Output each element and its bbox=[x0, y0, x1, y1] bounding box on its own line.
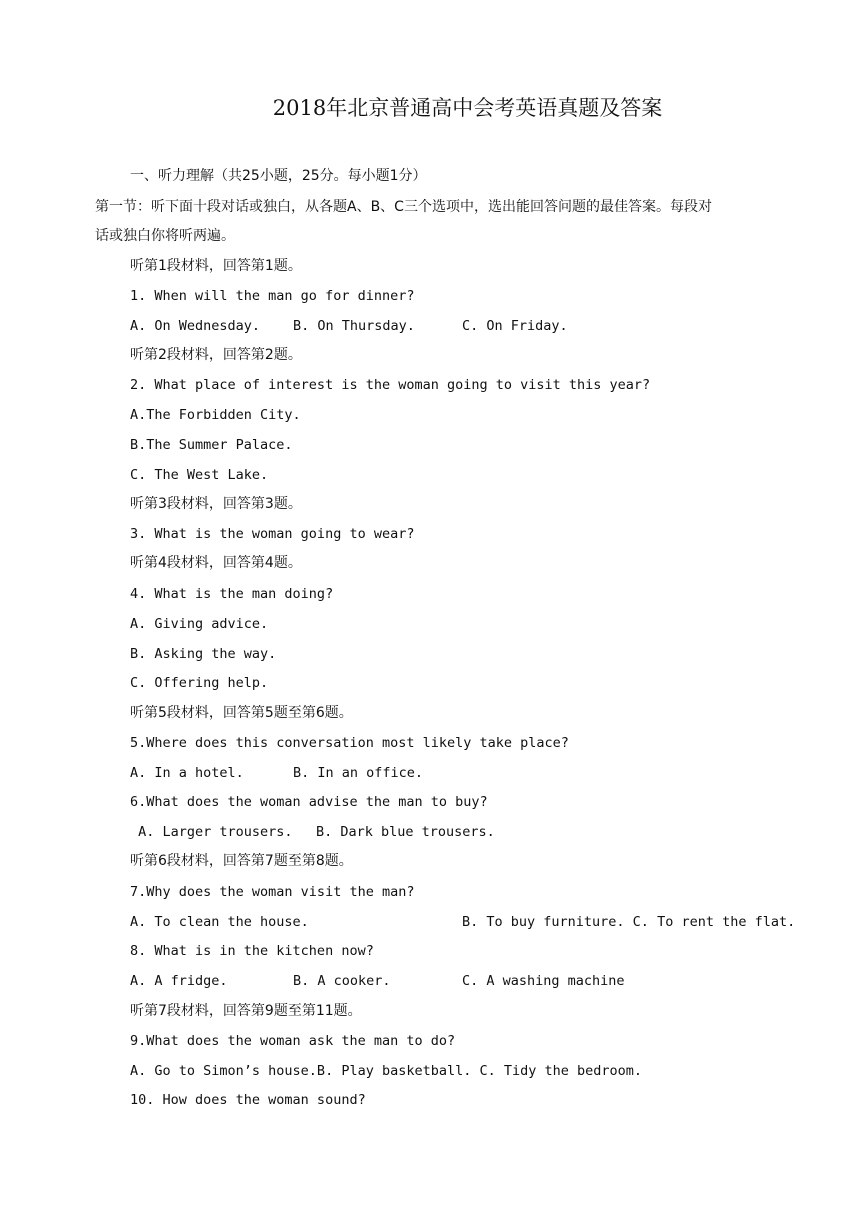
question-9: 9.What does the woman ask the man to do? bbox=[130, 1033, 456, 1049]
material-instruction-3: 听第3段材料，回答第3题。 bbox=[130, 496, 302, 512]
question-8-options bbox=[130, 971, 830, 991]
question-2-option-b: B.The Summer Palace. bbox=[130, 437, 293, 453]
option-a: A. In a hotel. bbox=[130, 765, 244, 781]
material-instruction-1: 听第1段材料，回答第1题。 bbox=[130, 258, 302, 274]
material-instruction-5: 听第5段材料，回答第5题至第6题。 bbox=[130, 705, 353, 721]
question-2-option-c: C. The West Lake. bbox=[130, 467, 269, 483]
option-b-c: B. To buy furniture. C. To rent the flat. bbox=[462, 914, 796, 930]
section-intro-line-1: 第一节：听下面十段对话或独白，从各题A、B、C三个选项中，选出能回答问题的最佳答案。每段对 bbox=[95, 199, 712, 215]
question-7-options bbox=[130, 912, 850, 932]
question-7: 7.Why does the woman visit the man? bbox=[130, 884, 415, 900]
question-1-options bbox=[130, 316, 830, 336]
option-b: B. Dark blue trousers. bbox=[316, 824, 495, 840]
material-instruction-2: 听第2段材料，回答第2题。 bbox=[130, 347, 302, 363]
material-instruction-6: 听第6段材料，回答第7题至第8题。 bbox=[130, 853, 353, 869]
material-instruction-4: 听第4段材料，回答第4题。 bbox=[130, 555, 302, 571]
question-6-options bbox=[130, 822, 830, 842]
question-5: 5.Where does this conversation most likely take place? bbox=[130, 735, 569, 751]
question-6: 6.What does the woman advise the man to buy? bbox=[130, 794, 488, 810]
option-b: B. A cooker. bbox=[293, 973, 391, 989]
question-5-options bbox=[130, 763, 830, 783]
option-c: C. On Friday. bbox=[462, 318, 568, 334]
question-4-option-a: A. Giving advice. bbox=[130, 616, 269, 632]
question-4-option-b: B. Asking the way. bbox=[130, 646, 277, 662]
page-title: 2018年北京普通高中会考英语真题及答案 bbox=[272, 96, 663, 120]
option-a: A. Larger trousers. bbox=[130, 824, 293, 840]
question-9-options: A. Go to Simon’s house.B. Play basketball. C. Tidy the bedroom. bbox=[130, 1063, 643, 1079]
question-1: 1. When will the man go for dinner? bbox=[130, 288, 415, 304]
option-b: B. On Thursday. bbox=[293, 318, 415, 334]
section-heading: 一、听力理解（共25小题，25分。每小题1分） bbox=[130, 168, 427, 184]
option-a: A. A fridge. bbox=[130, 973, 228, 989]
question-4-option-c: C. Offering help. bbox=[130, 675, 269, 691]
question-8: 8. What is in the kitchen now? bbox=[130, 943, 374, 959]
question-4: 4. What is the man doing? bbox=[130, 586, 334, 602]
option-b: B. In an office. bbox=[293, 765, 424, 781]
option-c: C. A washing machine bbox=[462, 973, 625, 989]
question-10: 10. How does the woman sound? bbox=[130, 1092, 366, 1108]
question-2: 2. What place of interest is the woman going to visit this year? bbox=[130, 377, 651, 393]
option-a: A. To clean the house. bbox=[130, 914, 309, 930]
section-intro-line-2: 话或独白你将听两遍。 bbox=[95, 228, 235, 244]
question-2-option-a: A.The Forbidden City. bbox=[130, 407, 301, 423]
material-instruction-7: 听第7段材料，回答第9题至第11题。 bbox=[130, 1003, 362, 1019]
option-a: A. On Wednesday. bbox=[130, 318, 261, 334]
question-3: 3. What is the woman going to wear? bbox=[130, 526, 415, 542]
